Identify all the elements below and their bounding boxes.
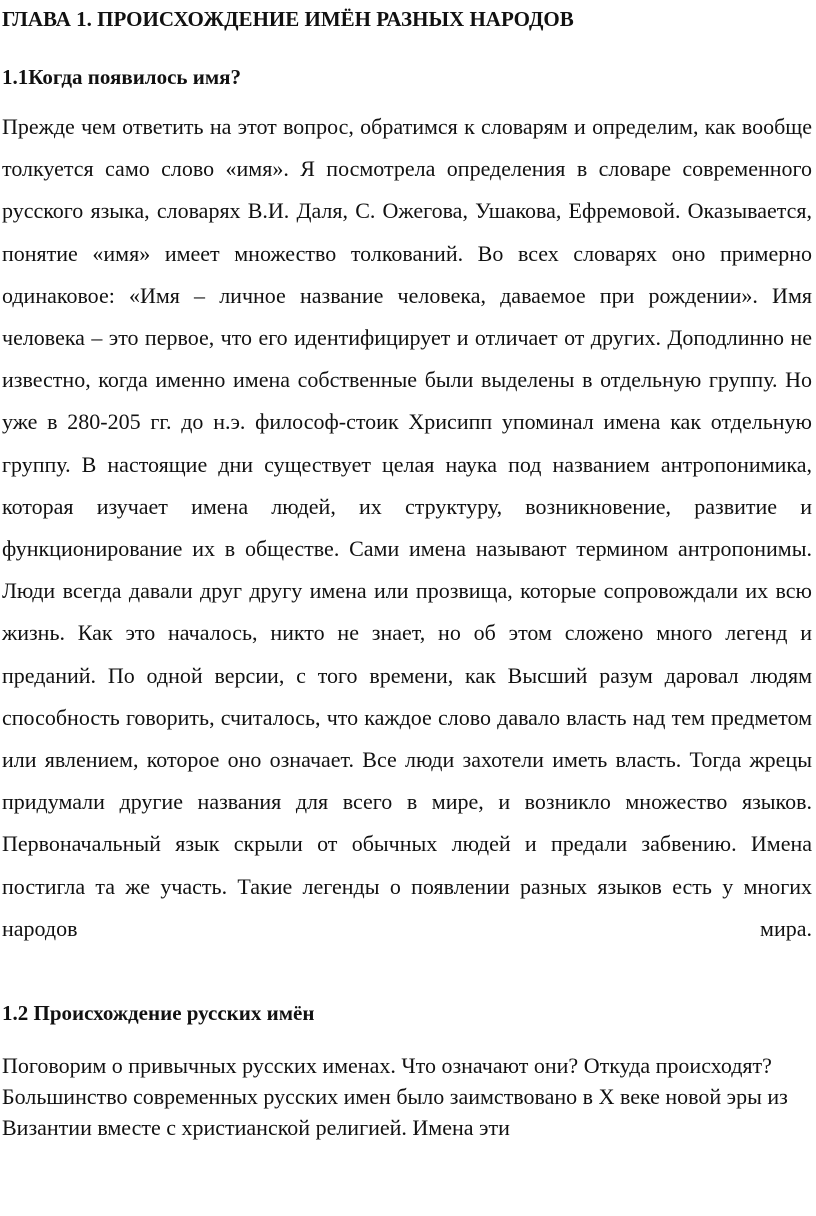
section-2-paragraph: Поговорим о привычных русских именах. Что означают они? Откуда происходят? Большинство современных русских имен было заимствовано в X веке новой эры из Византии вместе с христианской религией. Имена эти bbox=[2, 1053, 788, 1141]
section-2-title: 1.2 Происхождение русских имён bbox=[2, 1001, 315, 1026]
section-1-paragraph: Прежде чем ответить на этот вопрос, обратимся к словарям и определим, как вообще толкуется само слово «имя». Я посмотрела определения в словаре современного русского языка, словарях В.И. Даля, С. Ожегова, Ушакова, Ефремовой. Оказывается, понятие «имя» имеет множество толкований. Во всех словарях оно примерно одинаковое: «Имя – личное название человека, даваемое при рождении». Имя человека – это первое, что его идентифицирует и отличает от других. Доподлинно не известно, когда именно имена собственные были выделены в отдельную группу. Но уже в 280-205 гг. до н.э. философ-стоик Хрисипп упоминал имена как отдельную группу. В настоящие дни существует целая наука под названием антропонимика, которая изучает имена людей, их структуру, возникновение, развитие и функционирование их в обществе. Сами имена называют термином антропонимы. Люди всегда давали друг другу имена или прозвища, которые сопровождали их всю жизнь. Как это началось, никто не знает, но об этом сложено много легенд и преданий. По одной версии, с того времени, как Высший разум даровал людям способность говорить, считалось, что каждое слово давало власть над тем предметом или явлением, которое оно означает. Все люди захотели иметь власть. Тогда жрецы придумали другие названия для всего в мире, и возникло множество языков. Первоначальный язык скрыли от обычных людей и предали забвению. Имена постигла та же участь. Такие легенды о появлении разных языков есть у многих народов мира. bbox=[2, 114, 812, 941]
chapter-title: ГЛАВА 1. ПРОИСХОЖДЕНИЕ ИМЁН РАЗНЫХ НАРОДОВ bbox=[2, 7, 574, 31]
section-1-title: 1.1Когда появилось имя? bbox=[2, 65, 242, 89]
